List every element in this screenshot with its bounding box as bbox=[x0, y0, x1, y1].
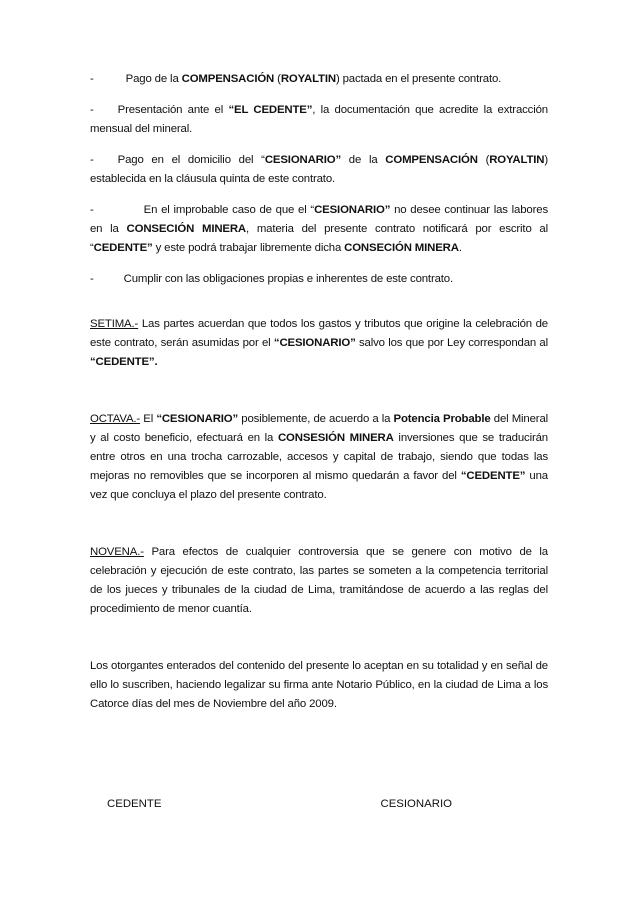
item-text: Cumplir con las obligaciones propias e inherentes de este contrato. bbox=[123, 273, 453, 285]
bold-term: “EL CEDENTE” bbox=[228, 104, 313, 116]
clause-setima bbox=[90, 315, 548, 372]
bold-term: CONSECIÓN MINERA bbox=[344, 242, 459, 254]
item-text: ) establecida en la cláusula quinta de este contrato. bbox=[90, 154, 548, 185]
item-text: Pago de la bbox=[125, 73, 182, 85]
signature-cedente: CEDENTE bbox=[107, 798, 162, 810]
clause-heading: OCTAVA.- bbox=[90, 413, 141, 425]
bold-term: CESIONARIO” bbox=[264, 154, 342, 166]
bold-term: ROYALTIN bbox=[280, 73, 336, 85]
item-text: Presentación ante el bbox=[117, 104, 229, 116]
clause-heading: SETIMA.- bbox=[90, 318, 139, 330]
bold-term: CONSECIÓN MINERA bbox=[126, 223, 247, 235]
closing-paragraph: Los otorgantes enterados del contenido del presente lo aceptan en su totalidad y en señal de ello lo suscriben, haciendo legalizar su firma ante Notario Público, en la ciudad de Lima a los Catorce días del mes de Noviembre del año 2009. bbox=[90, 660, 548, 710]
item-text: no desee continuar las labores en la bbox=[90, 204, 548, 235]
item-text: y este podrá trabajar libremente dicha bbox=[152, 242, 345, 254]
bold-term: “CEDENTE” bbox=[460, 470, 526, 482]
clause-text: Para efectos de cualquier controversia que se genere con motivo de la celebración y ejecución de este contrato, las partes se someten a la competencia territorial de los jueces y tribunales de la ciudad de Lima, tramitándose de acuerdo a las reglas del procedimiento de menor cuantía. bbox=[90, 546, 548, 615]
bold-term: CONSESIÓN MINERA bbox=[277, 432, 394, 444]
list-dash: - bbox=[90, 273, 94, 285]
bold-term: ROYALTIN bbox=[489, 154, 545, 166]
bold-term: “CESIONARIO” bbox=[156, 413, 239, 425]
item-text: ) pactada en el presente contrato. bbox=[335, 73, 502, 85]
bold-term: “CESIONARIO” bbox=[273, 337, 356, 349]
list-dash: - bbox=[90, 204, 94, 216]
item-text: . bbox=[458, 242, 462, 254]
obligation-item-4 bbox=[90, 201, 548, 258]
bold-term: CESIONARIO” bbox=[314, 204, 391, 216]
bold-term: COMPENSACIÓN bbox=[181, 73, 275, 85]
clause-text: El bbox=[140, 413, 157, 425]
item-text: Pago en el domicilio del “ bbox=[117, 154, 265, 166]
item-text: ( bbox=[274, 73, 281, 85]
clause-text: Las partes acuerdan que todos los gastos y tributos que origine la celebración de este contrato, serán asumidas por el bbox=[90, 318, 548, 349]
clause-text: posiblemente, de acuerdo a la bbox=[238, 413, 394, 425]
clause-novena bbox=[90, 543, 548, 619]
clause-text: inversiones que se traducirán entre otros en una trocha carrozable, accesos y capital de trabajo, siendo que todas las mejoras no removibles que se incorporen al mismo quedarán a favor del bbox=[90, 432, 548, 482]
item-text: En el improbable caso de que el “ bbox=[143, 204, 315, 216]
item-text: , la documentación que acredite la extracción mensual del mineral. bbox=[90, 104, 548, 135]
obligation-item-1 bbox=[90, 70, 548, 89]
list-dash: - bbox=[90, 104, 94, 116]
list-dash: - bbox=[90, 73, 94, 85]
clause-heading: NOVENA.- bbox=[90, 546, 144, 558]
document-body bbox=[90, 70, 548, 714]
item-text: de la bbox=[341, 154, 386, 166]
bold-term: Potencia Probable bbox=[393, 413, 491, 425]
clause-text: salvo los que por Ley correspondan al bbox=[355, 337, 548, 349]
item-text: ( bbox=[477, 154, 490, 166]
bold-term: CEDENTE” bbox=[93, 242, 153, 254]
bold-term: “CEDENTE”. bbox=[90, 356, 158, 368]
clause-text: una vez que concluya el plazo del presente contrato. bbox=[90, 470, 548, 501]
list-dash: - bbox=[90, 154, 94, 166]
signature-block bbox=[107, 798, 452, 810]
clause-text: del Mineral y al costo beneficio, efectuará en la bbox=[90, 413, 549, 444]
signature-cesionario: CESIONARIO bbox=[380, 798, 452, 810]
clause-octava bbox=[90, 410, 548, 505]
obligation-item-3 bbox=[90, 151, 548, 189]
obligation-item-2 bbox=[90, 101, 548, 139]
item-text: , materia del presente contrato notificará por escrito al “ bbox=[90, 223, 548, 254]
bold-term: COMPENSACIÓN bbox=[385, 154, 478, 166]
obligation-item-5 bbox=[90, 270, 548, 289]
